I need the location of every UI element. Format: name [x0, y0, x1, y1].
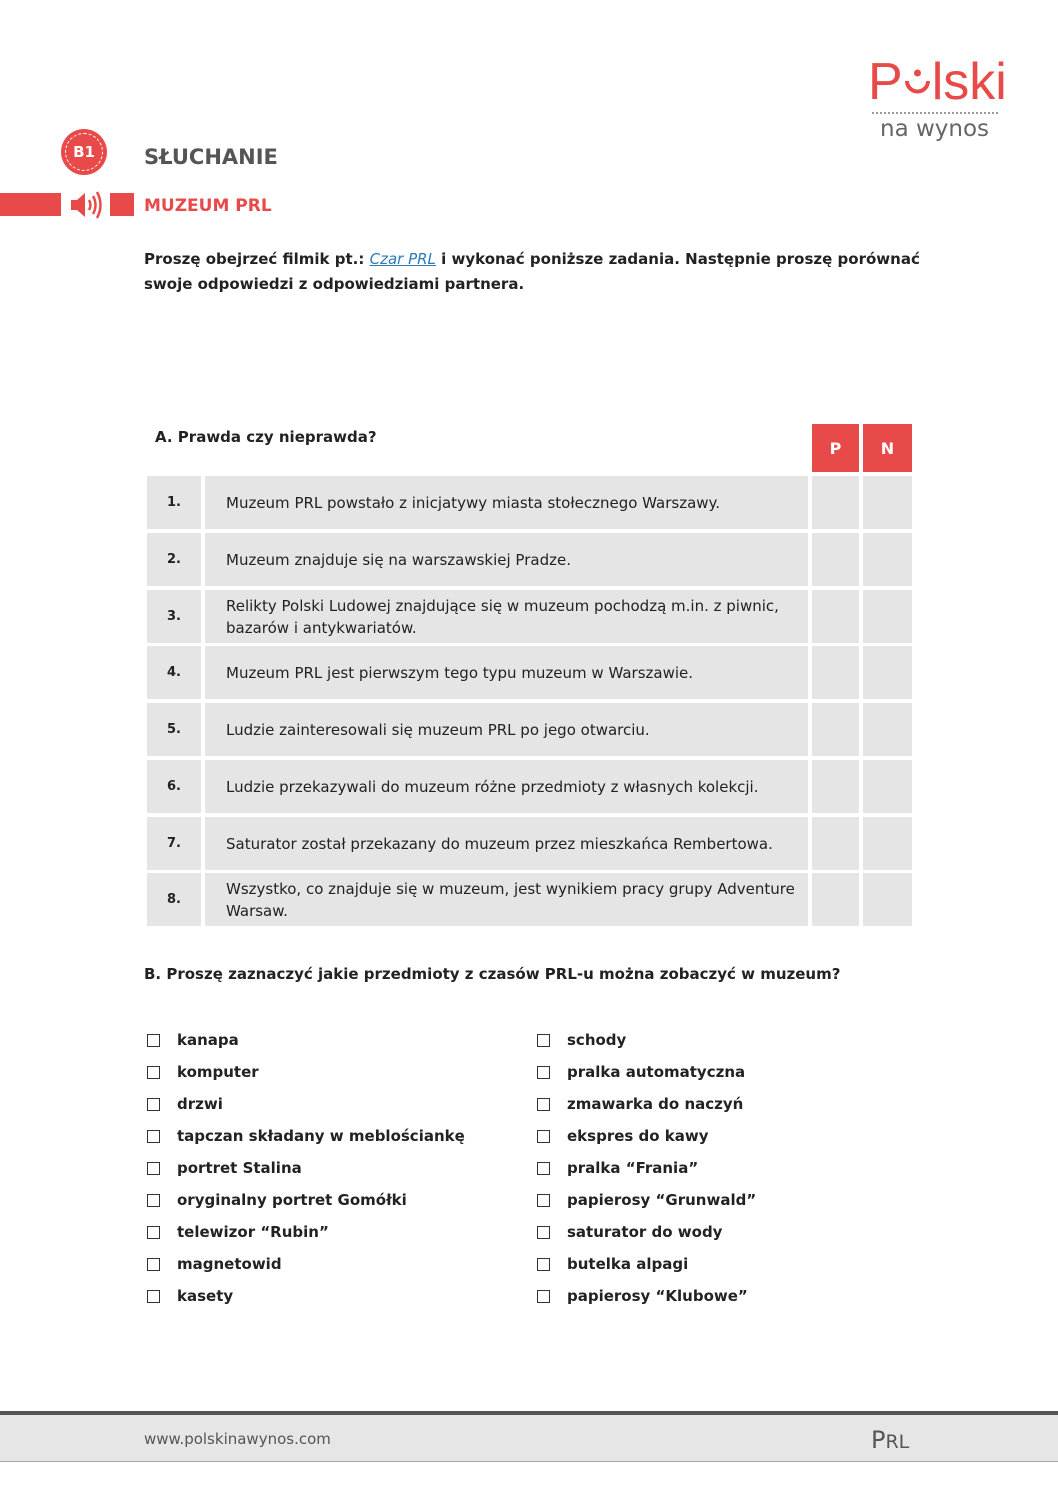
checkbox[interactable] [147, 1098, 160, 1111]
row-number: 7. [147, 817, 201, 870]
row-number: 8. [147, 873, 201, 926]
false-answer-cell[interactable] [863, 533, 912, 586]
false-answer-cell[interactable] [863, 590, 912, 643]
footer-website[interactable]: www.polskinawynos.com [144, 1430, 331, 1448]
checkbox[interactable] [147, 1130, 160, 1143]
exercise-subtitle: MUZEUM PRL [144, 196, 272, 216]
statement-text: Muzeum znajduje się na warszawskiej Pradze. [226, 550, 571, 569]
false-answer-cell[interactable] [863, 703, 912, 756]
statement-text: Muzeum PRL powstało z inicjatywy miasta stołecznego Warszawy. [226, 493, 721, 512]
part-a-title: A. Prawda czy nieprawda? [155, 428, 377, 446]
row-number: 6. [147, 760, 201, 813]
false-answer-cell[interactable] [863, 646, 912, 699]
checklist-item[interactable] [147, 1220, 329, 1244]
table-row [147, 760, 912, 813]
statement-text: Muzeum PRL jest pierwszym tego typu muzeum w Warszawie. [226, 663, 694, 682]
true-answer-cell[interactable] [812, 817, 859, 870]
false-answer-cell[interactable] [863, 760, 912, 813]
logo-subtitle: na wynos [880, 116, 990, 142]
checklist-item[interactable] [147, 1028, 239, 1052]
table-row [147, 817, 912, 870]
statement-cell [205, 817, 808, 870]
checklist-item-label: butelka alpagi [567, 1255, 689, 1273]
checklist-item[interactable] [537, 1092, 743, 1116]
checkbox[interactable] [147, 1034, 160, 1047]
false-answer-cell[interactable] [863, 817, 912, 870]
accent-bar-left [0, 193, 61, 216]
checklist-item-label: drzwi [177, 1095, 223, 1113]
table-row [147, 533, 912, 586]
row-number: 2. [147, 533, 201, 586]
checkbox[interactable] [147, 1226, 160, 1239]
checklist-item[interactable] [537, 1028, 626, 1052]
checklist-item-label: oryginalny portret Gomółki [177, 1191, 407, 1209]
row-number: 1. [147, 476, 201, 529]
checklist-item[interactable] [537, 1220, 722, 1244]
checkbox[interactable] [147, 1194, 160, 1207]
statement-text: Ludzie zainteresowali się muzeum PRL po jego otwarciu. [226, 720, 650, 739]
checkbox[interactable] [147, 1162, 160, 1175]
checklist-item[interactable] [147, 1156, 302, 1180]
video-link[interactable]: Czar PRL [369, 250, 436, 268]
instructions [144, 247, 924, 297]
logo-letter-p: P [868, 53, 903, 111]
logo-divider [872, 112, 998, 114]
true-answer-cell[interactable] [812, 873, 859, 926]
checkbox[interactable] [537, 1066, 550, 1079]
table-row [147, 590, 912, 643]
statement-cell [205, 476, 808, 529]
footer-topic-rest: RL [885, 1431, 910, 1453]
true-answer-cell[interactable] [812, 590, 859, 643]
checkbox[interactable] [537, 1290, 550, 1303]
checklist-item-label: magnetowid [177, 1255, 282, 1273]
checklist-item-label: komputer [177, 1063, 259, 1081]
checklist-item-label: portret Stalina [177, 1159, 302, 1177]
statement-cell [205, 646, 808, 699]
logo-o-icon [904, 66, 931, 99]
instructions-text-end: i wykonać poniższe zadania. Następnie proszę porównać swoje odpowiedzi z odpowiedziami partnera. [144, 250, 920, 293]
statement-cell [205, 590, 808, 643]
table-row [147, 873, 912, 926]
false-answer-cell[interactable] [863, 476, 912, 529]
statement-cell [205, 703, 808, 756]
statement-cell [205, 760, 808, 813]
checkbox[interactable] [147, 1258, 160, 1271]
row-number: 4. [147, 646, 201, 699]
checklist-item[interactable] [147, 1124, 465, 1148]
logo-text: lski [931, 53, 1007, 111]
checklist-item[interactable] [537, 1188, 756, 1212]
checklist-item[interactable] [147, 1060, 259, 1084]
true-answer-cell[interactable] [812, 703, 859, 756]
checklist-item-label: pralka automatyczna [567, 1063, 746, 1081]
checkbox[interactable] [537, 1130, 550, 1143]
table-row [147, 646, 912, 699]
statement-text: Saturator został przekazany do muzeum przez mieszkańca Rembertowa. [226, 834, 773, 853]
checklist-item[interactable] [147, 1284, 233, 1308]
checklist-item[interactable] [147, 1092, 223, 1116]
statement-cell [205, 533, 808, 586]
part-b-title: B. Proszę zaznaczyć jakie przedmioty z czasów PRL-u można zobaczyć w muzeum? [144, 965, 841, 983]
checklist-item-label: schody [567, 1031, 627, 1049]
footer-topic [871, 1426, 909, 1454]
checklist-item[interactable] [537, 1284, 748, 1308]
statement-text: Relikty Polski Ludowej znajdujące się w muzeum pochodzą m.in. z piwnic, bazarów i antykwariatów. [226, 596, 779, 637]
checklist-item-label: zmawarka do naczyń [567, 1095, 744, 1113]
checklist-item-label: tapczan składany w meblościankę [177, 1127, 465, 1145]
checkbox[interactable] [537, 1098, 550, 1111]
checklist-item-label: kanapa [177, 1031, 239, 1049]
true-answer-cell[interactable] [812, 533, 859, 586]
checkbox[interactable] [537, 1194, 550, 1207]
checklist-item-label: papierosy “Grunwald” [567, 1191, 757, 1209]
checklist-item-label: saturator do wody [567, 1223, 723, 1241]
checklist-item[interactable] [537, 1060, 745, 1084]
instructions-text-start: Proszę obejrzeć filmik pt.: [144, 250, 370, 268]
true-answer-cell[interactable] [812, 760, 859, 813]
checklist-item-label: pralka “Frania” [567, 1159, 699, 1177]
checkbox[interactable] [537, 1258, 550, 1271]
checklist-item-label: ekspres do kawy [567, 1127, 709, 1145]
checkbox[interactable] [537, 1226, 550, 1239]
true-column-header: P [812, 424, 859, 472]
table-row [147, 476, 912, 529]
speaker-icon [69, 190, 103, 224]
statement-text: Ludzie przekazywali do muzeum różne przedmioty z własnych kolekcji. [226, 777, 759, 796]
false-answer-cell[interactable] [863, 873, 912, 926]
checklist-item-label: kasety [177, 1287, 234, 1305]
checkbox[interactable] [537, 1162, 550, 1175]
table-row [147, 703, 912, 756]
false-column-header: N [863, 424, 912, 472]
footer-topic-initial: P [871, 1426, 886, 1454]
checklist-item[interactable] [537, 1156, 698, 1180]
accent-bar-right [110, 193, 134, 216]
statement-cell [205, 873, 808, 926]
level-badge: B1 [61, 129, 107, 175]
checkbox[interactable] [147, 1066, 160, 1079]
checklist-item[interactable] [147, 1252, 282, 1276]
statement-text: Wszystko, co znajduje się w muzeum, jest wynikiem pracy grupy Adventure Warsaw. [226, 879, 795, 920]
section-title: SŁUCHANIE [144, 145, 278, 169]
checklist-item-label: telewizor “Rubin” [177, 1223, 329, 1241]
brand-logo [868, 52, 1007, 112]
true-answer-cell[interactable] [812, 646, 859, 699]
row-number: 3. [147, 590, 201, 643]
true-answer-cell[interactable] [812, 476, 859, 529]
checklist-item[interactable] [537, 1124, 709, 1148]
row-number: 5. [147, 703, 201, 756]
checkbox[interactable] [537, 1034, 550, 1047]
checklist-item[interactable] [147, 1188, 407, 1212]
checklist-item-label: papierosy “Klubowe” [567, 1287, 748, 1305]
checkbox[interactable] [147, 1290, 160, 1303]
checklist-item[interactable] [537, 1252, 688, 1276]
